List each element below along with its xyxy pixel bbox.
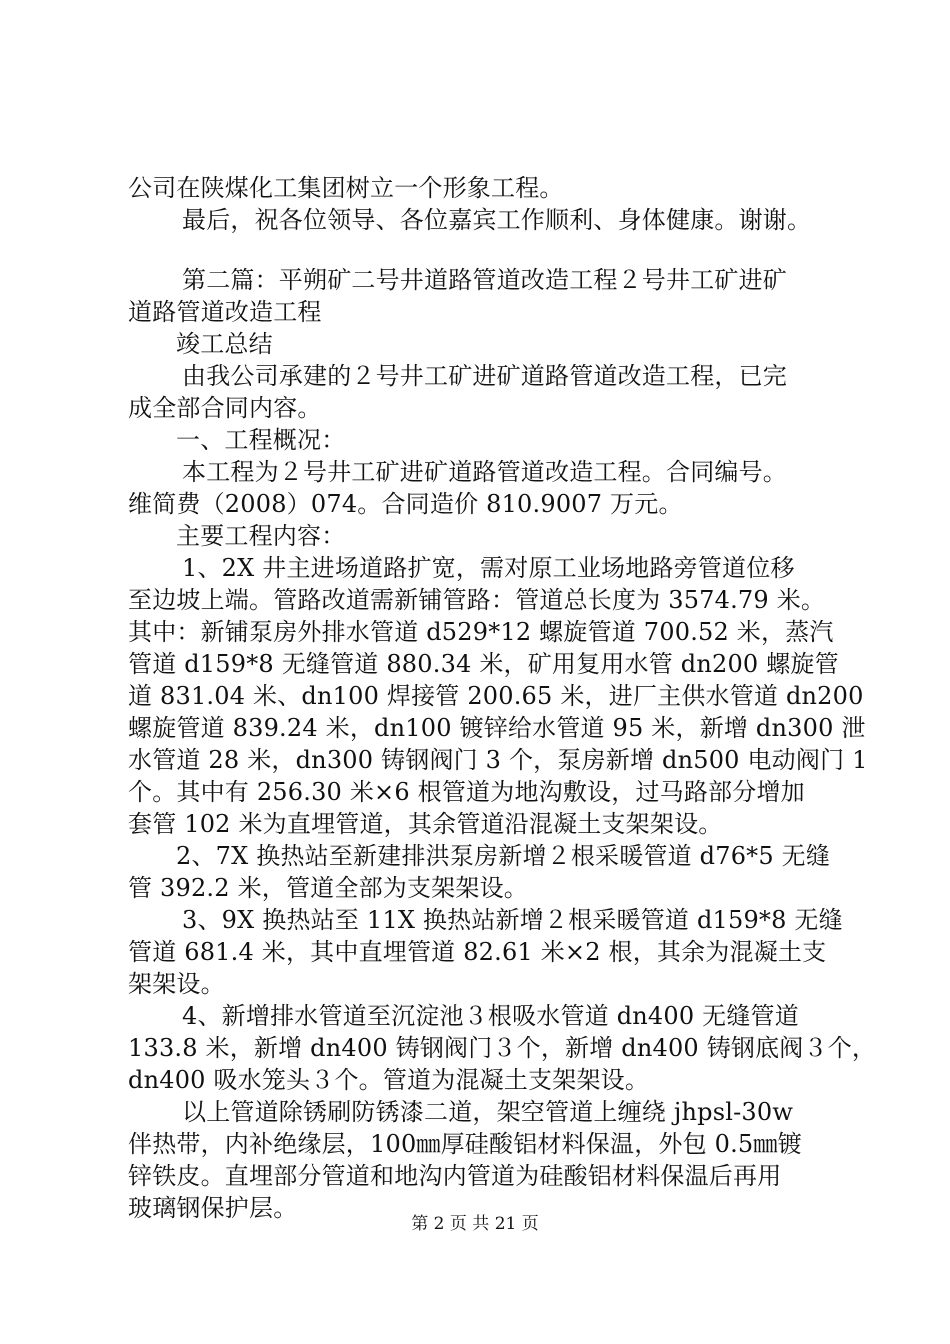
text-line: 其中：新铺泵房外排水管道 d529*12 螺旋管道 700.52 米，蒸汽 (128, 618, 834, 646)
heading-line: 一、工程概况： (176, 426, 346, 454)
text-line: 至边坡上端。管路改道需新铺管路：管道总长度为 3574.79 米。 (128, 586, 826, 614)
text-line: 4、新增排水管道至沉淀池３根吸水管道 dn400 无缝管道 (182, 1002, 799, 1030)
text-line: 管道 681.4 米，其中直埋管道 82.61 米×2 根，其余为混凝土支 (128, 938, 827, 966)
text-line: 水管道 28 米，dn300 铸钢阀门 3 个，泵房新增 dn500 电动阀门 1 (128, 746, 868, 774)
text-line: 3、9X 换热站至 11X 换热站新增２根采暖管道 d159*8 无缝 (182, 906, 843, 934)
text-line: 玻璃钢保护层。 (128, 1194, 298, 1222)
text-line: 管 392.2 米，管道全部为支架架设。 (128, 874, 528, 902)
section-heading-line: 第二篇：平朔矿二号井道路管道改造工程２号井工矿进矿 (182, 266, 787, 294)
text-line: 道 831.04 米、dn100 焊接管 200.65 米，进厂主供水管道 dn200 (128, 682, 864, 710)
subtitle-line: 竣工总结 (176, 330, 273, 358)
document-body (128, 172, 877, 1224)
text-line: 维简费（2008）074。合同造价 810.9007 万元。 (128, 490, 683, 518)
text-line: 套管 102 米为直埋管道，其余管道沿混凝土支架架设。 (128, 810, 723, 838)
text-line: 2、7X 换热站至新建排洪泵房新增２根采暖管道 d76*5 无缝 (176, 842, 831, 870)
page-footer: 第 2 页 共 21 页 (411, 1214, 539, 1234)
text-line: 本工程为２号井工矿进矿道路管道改造工程。合同编号。 (182, 458, 787, 486)
text-line: 最后，祝各位领导、各位嘉宾工作顺利、身体健康。谢谢。 (182, 206, 812, 234)
text-line: 管道 d159*8 无缝管道 880.34 米，矿用复用水管 dn200 螺旋管 (128, 650, 839, 678)
text-line: 螺旋管道 839.24 米，dn100 镀锌给水管道 95 米，新增 dn300 泄 (128, 714, 866, 742)
text-line: 1、2X 井主进场道路扩宽，需对原工业场地路旁管道位移 (182, 554, 795, 582)
text-line: 个。其中有 256.30 米×6 根管道为地沟敷设，过马路部分增加 (128, 778, 805, 806)
text-line: dn400 吸水笼头３个。管道为混凝土支架架设。 (128, 1066, 650, 1094)
text-line: 伴热带，内补绝缘层，100㎜厚硅酸铝材料保温，外包 0.5㎜镀 (128, 1130, 802, 1158)
text-line: 公司在陕煤化工集团树立一个形象工程。 (128, 174, 564, 202)
text-line: 成全部合同内容。 (128, 394, 322, 422)
heading-line: 主要工程内容： (176, 522, 346, 550)
section-heading-line: 道路管道改造工程 (128, 298, 322, 326)
text-line: 锌铁皮。直埋部分管道和地沟内管道为硅酸铝材料保温后再用 (128, 1162, 782, 1190)
text-line: 由我公司承建的２号井工矿进矿道路管道改造工程，已完 (182, 362, 787, 390)
text-line: 133.8 米，新增 dn400 铸钢阀门３个，新增 dn400 铸钢底阀３个， (128, 1034, 877, 1062)
text-line: 架架设。 (128, 970, 225, 998)
text-line: 以上管道除锈刷防锈漆二道，架空管道上缠绕 jhpsl-30w (182, 1098, 794, 1126)
paragraph-gap (128, 236, 858, 264)
